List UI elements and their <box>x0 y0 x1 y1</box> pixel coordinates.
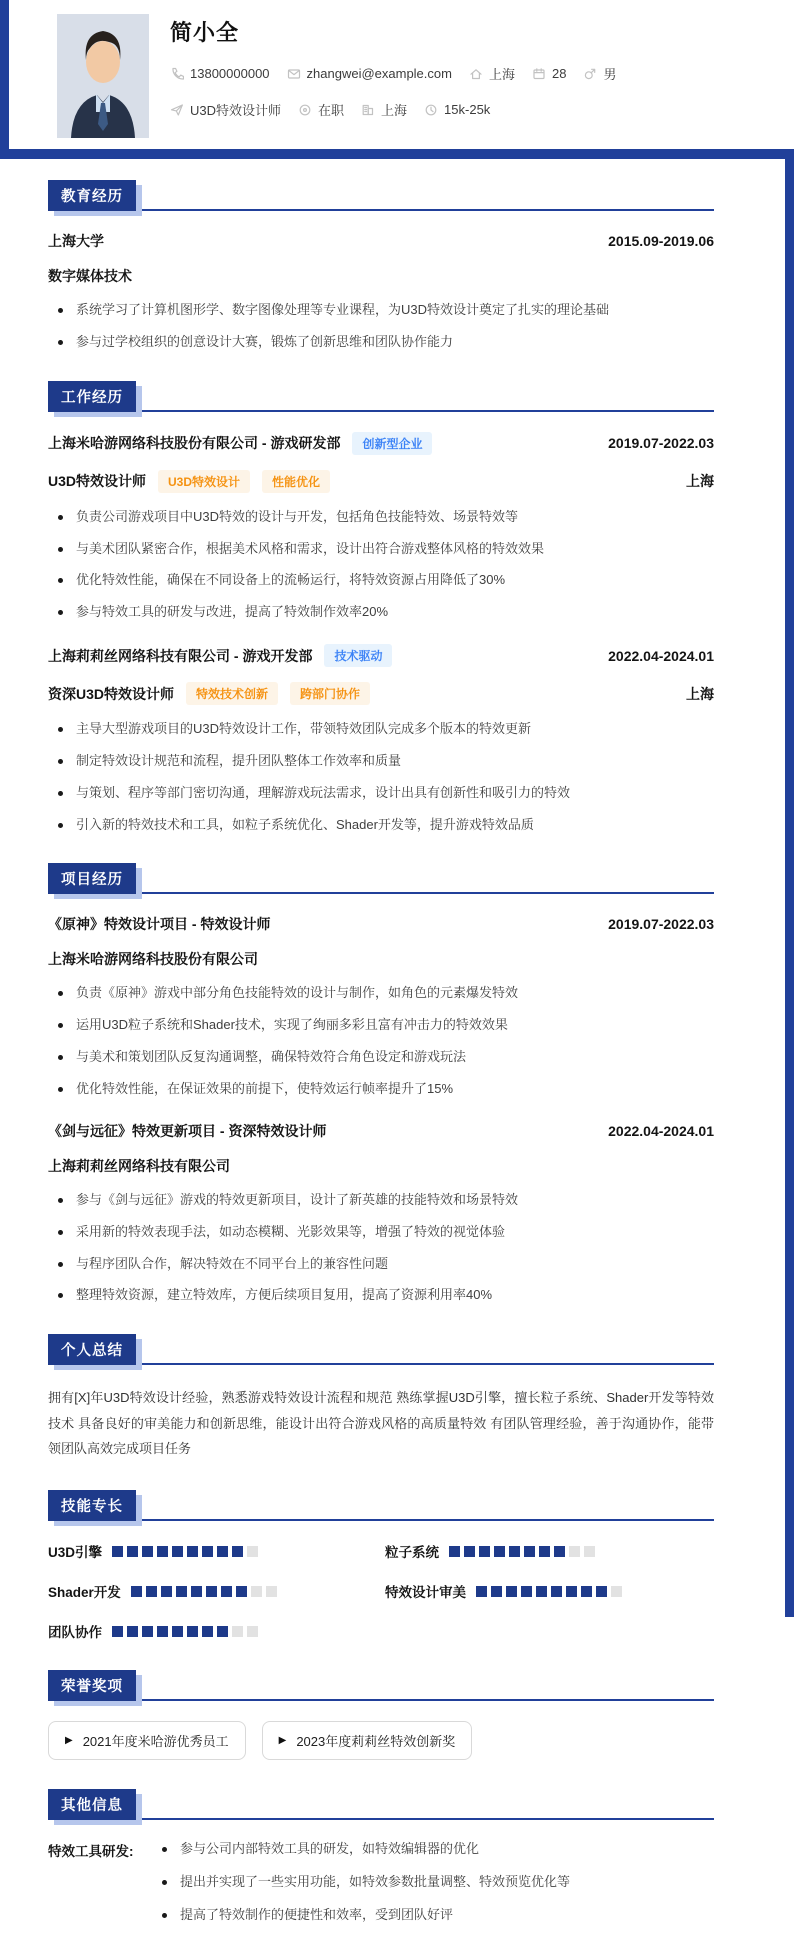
skills-section-header <box>48 1491 714 1521</box>
summary-section-header <box>48 1335 714 1365</box>
skills-grid <box>48 1541 714 1641</box>
mail-icon <box>287 67 301 81</box>
skill-square <box>569 1546 580 1557</box>
bullet-item: 参与《剑与远征》游戏的特效更新项目，设计了新英雄的技能特效和场景特效 <box>48 1191 714 1210</box>
skill-square <box>554 1546 565 1557</box>
work-city-item <box>361 100 407 119</box>
bullet-item: 优化特效性能，确保在不同设备上的流畅运行，将特效资源占用降低了30% <box>48 571 714 590</box>
skill-level-bar <box>476 1586 622 1597</box>
section-work <box>48 382 714 835</box>
honor-pill[interactable] <box>262 1721 473 1760</box>
phone-item <box>170 66 270 81</box>
bullet-item: 采用新的特效表现手法，如动态模糊、光影效果等，增强了特效的视觉体验 <box>48 1223 714 1242</box>
skill-square <box>449 1546 460 1557</box>
bullet-item: 制定特效设计规范和流程，提升团队整体工作效率和质量 <box>48 752 714 771</box>
skill-square <box>581 1586 592 1597</box>
skill-level-bar <box>449 1546 595 1557</box>
skill-label: U3D引擎 <box>48 1545 103 1561</box>
contact-row-1 <box>170 64 754 83</box>
bullet-item: 负责《原神》游戏中部分角色技能特效的设计与制作，如角色的元素爆发特效 <box>48 984 714 1003</box>
skill-square <box>232 1626 243 1637</box>
skill-square <box>536 1586 547 1597</box>
work-bullets <box>48 720 714 834</box>
honor-pill[interactable] <box>48 1721 246 1760</box>
section-projects <box>48 864 714 1305</box>
skill-item <box>48 1621 385 1641</box>
section-summary <box>48 1335 714 1461</box>
projects-section-header <box>48 864 714 894</box>
skill-square <box>551 1586 562 1597</box>
skill-level-bar <box>131 1586 277 1597</box>
skill-square <box>127 1546 138 1557</box>
skill-square <box>146 1586 157 1597</box>
school-name: 上海大学 <box>48 233 104 249</box>
role-tag: U3D特效设计 <box>158 470 250 493</box>
skill-square <box>251 1586 262 1597</box>
skill-square <box>584 1546 595 1557</box>
skill-square <box>161 1586 172 1597</box>
skill-label: 特效设计审美 <box>385 1585 466 1601</box>
skill-square <box>539 1546 550 1557</box>
salary-icon <box>424 103 438 117</box>
target-job-icon <box>170 103 184 117</box>
project-date: 2019.07-2022.03 <box>608 916 714 933</box>
skill-square <box>127 1626 138 1637</box>
skill-square <box>566 1586 577 1597</box>
skill-item <box>48 1581 385 1601</box>
project-company: 上海米哈游网络科技股份有限公司 <box>48 951 258 968</box>
section-skills <box>48 1491 714 1641</box>
gender-icon <box>583 67 597 81</box>
company-tag: 技术驱动 <box>324 644 392 667</box>
project-entry-2 <box>48 1121 714 1305</box>
skill-square <box>202 1546 213 1557</box>
skill-square <box>524 1546 535 1557</box>
target-job-item <box>170 100 281 119</box>
summary-section-title: 个人总结 <box>48 1334 136 1365</box>
resume-header <box>0 0 794 159</box>
contact-row-2 <box>170 100 754 119</box>
education-bullets <box>48 301 714 352</box>
city-icon <box>361 103 375 117</box>
work-city-value: 上海 <box>381 103 408 118</box>
summary-text: 拥有[X]年U3D特效设计经验，熟悉游戏特效设计流程和规范 熟练掌握U3D引擎，擅长粒子系统、Shader开发等特效技术 具备良好的审美能力和创新思维，能设计出符合游戏风格的高质量特效 有团队管理经验，善于沟通协作，能带领团队高效完成项目任务 <box>48 1390 714 1456</box>
section-education <box>48 181 714 352</box>
job-status-value: 在职 <box>318 103 345 118</box>
skill-item <box>385 1581 714 1601</box>
work-location: 上海 <box>686 473 714 490</box>
skill-square <box>176 1586 187 1597</box>
skill-square <box>509 1546 520 1557</box>
skill-square <box>221 1586 232 1597</box>
skill-square <box>187 1626 198 1637</box>
bullet-item: 引入新的特效技术和工具，如粒子系统优化、Shader开发等，提升游戏特效品质 <box>48 816 714 835</box>
play-triangle-icon: ▶ <box>278 1734 287 1746</box>
skill-square <box>506 1586 517 1597</box>
home-icon <box>469 67 483 81</box>
role-name: U3D特效设计师 <box>48 473 147 490</box>
project-name: 《剑与远征》特效更新项目 - 资深特效设计师 <box>48 1122 327 1139</box>
honor-label: 2023年度莉莉丝特效创新奖 <box>296 1734 456 1750</box>
project-entry-1 <box>48 914 714 1098</box>
play-triangle-icon: ▶ <box>65 1734 73 1746</box>
education-section-title: 教育经历 <box>48 180 136 211</box>
other-info-bullets <box>152 1840 714 1939</box>
projects-section-title: 项目经历 <box>48 863 136 894</box>
honors-section-title: 荣誉奖项 <box>48 1670 136 1701</box>
project-name: 《原神》特效设计项目 - 特效设计师 <box>48 916 271 933</box>
skill-item <box>385 1541 714 1561</box>
gender-item <box>583 64 616 83</box>
work-date: 2019.07-2022.03 <box>608 435 714 452</box>
bullet-item: 参与公司内部特效工具的研发，如特效编辑器的优化 <box>152 1840 714 1859</box>
profile-photo <box>57 14 149 138</box>
skill-level-bar <box>112 1546 258 1557</box>
target-job-value: U3D特效设计师 <box>190 103 282 118</box>
candidate-name: 简小全 <box>170 20 240 45</box>
company-tag: 创新型企业 <box>352 432 432 455</box>
work-section-title: 工作经历 <box>48 381 136 412</box>
bullet-item: 运用U3D粒子系统和Shader技术，实现了绚丽多彩且富有冲击力的特效效果 <box>48 1016 714 1035</box>
skill-label: 粒子系统 <box>385 1545 439 1561</box>
work-entry-2 <box>48 644 714 834</box>
job-status-item <box>298 100 344 119</box>
section-other <box>48 1790 714 1939</box>
skill-square <box>131 1586 142 1597</box>
skill-square <box>142 1546 153 1557</box>
bullet-item: 与美术团队紧密合作，根据美术风格和需求，设计出符合游戏整体风格的特效效果 <box>48 540 714 559</box>
honors-section-header <box>48 1671 714 1701</box>
other-section-title: 其他信息 <box>48 1789 136 1820</box>
bullet-item: 与程序团队合作，解决特效在不同平台上的兼容性问题 <box>48 1255 714 1274</box>
bullet-item: 与策划、程序等部门密切沟通，理解游戏玩法需求，设计出具有创新性和吸引力的特效 <box>48 784 714 803</box>
email-item <box>287 66 452 81</box>
education-entry <box>48 231 714 352</box>
role-name: 资深U3D特效设计师 <box>48 685 175 702</box>
skill-square <box>491 1586 502 1597</box>
skill-square <box>112 1546 123 1557</box>
gender-value: 男 <box>603 67 617 82</box>
skill-square <box>112 1626 123 1637</box>
skill-square <box>217 1626 228 1637</box>
age-item <box>532 66 566 81</box>
skill-square <box>494 1546 505 1557</box>
salary-value: 15k-25k <box>444 102 491 117</box>
location-item <box>469 64 515 83</box>
skill-square <box>247 1626 258 1637</box>
skill-square <box>521 1586 532 1597</box>
skill-square <box>217 1546 228 1557</box>
skill-label: 团队协作 <box>48 1625 102 1641</box>
bullet-item: 系统学习了计算机图形学、数字图像处理等专业课程，为U3D特效设计奠定了扎实的理论基础 <box>48 301 714 320</box>
skill-square <box>206 1586 217 1597</box>
project-company: 上海莉莉丝网络科技有限公司 <box>48 1157 230 1174</box>
work-section-header <box>48 382 714 412</box>
bullet-item: 主导大型游戏项目的U3D特效设计工作，带领特效团队完成多个版本的特效更新 <box>48 720 714 739</box>
company-name: 上海莉莉丝网络科技有限公司 - 游戏开发部 <box>48 647 313 664</box>
bullet-item: 提高了特效制作的便捷性和效率，受到团队好评 <box>152 1906 714 1925</box>
skill-square <box>266 1586 277 1597</box>
project-date: 2022.04-2024.01 <box>608 1122 714 1139</box>
education-date: 2015.09-2019.06 <box>608 233 714 249</box>
skill-square <box>172 1546 183 1557</box>
skill-square <box>476 1586 487 1597</box>
skill-square <box>247 1546 258 1557</box>
profile-photo-illustration <box>57 14 149 138</box>
bullet-item: 参与特效工具的研发与改进，提高了特效制作效率20% <box>48 603 714 622</box>
page-right-accent-bar <box>785 159 794 1617</box>
bullet-item: 优化特效性能，在保证效果的前提下，使特效运行帧率提升了15% <box>48 1080 714 1099</box>
education-section-header <box>48 181 714 211</box>
age-icon <box>532 67 546 81</box>
bullet-item: 提出并实现了一些实用功能，如特效参数批量调整、特效预览优化等 <box>152 1873 714 1892</box>
email-value: zhangwei@example.com <box>306 66 452 81</box>
company-name: 上海米哈游网络科技股份有限公司 - 游戏研发部 <box>48 435 341 452</box>
skill-level-bar <box>112 1626 258 1637</box>
skill-square <box>191 1586 202 1597</box>
role-tag: 特效技术创新 <box>186 682 278 705</box>
work-date: 2022.04-2024.01 <box>608 647 714 664</box>
skill-square <box>611 1586 622 1597</box>
skill-square <box>187 1546 198 1557</box>
project-bullets <box>48 1191 714 1305</box>
phone-value: 13800000000 <box>190 66 270 81</box>
bullet-item: 与美术和策划团队反复沟通调整，确保特效符合角色设定和游戏玩法 <box>48 1048 714 1067</box>
role-tag: 跨部门协作 <box>290 682 370 705</box>
honor-label: 2021年度米哈游优秀员工 <box>82 1734 229 1750</box>
bullet-item: 整理特效资源，建立特效库，方便后续项目复用，提高了资源利用率40% <box>48 1286 714 1305</box>
skill-square <box>157 1546 168 1557</box>
location-value: 上海 <box>488 67 515 82</box>
skill-item <box>48 1541 385 1561</box>
skill-square <box>172 1626 183 1637</box>
work-bullets <box>48 508 714 622</box>
salary-item <box>424 102 490 117</box>
other-info-row <box>48 1840 714 1939</box>
resume-body <box>0 159 794 1939</box>
skills-section-title: 技能专长 <box>48 1490 136 1521</box>
skill-label: Shader开发 <box>48 1585 121 1601</box>
bullet-item: 参与过学校组织的创意设计大赛，锻炼了创新思维和团队协作能力 <box>48 333 714 352</box>
other-section-header <box>48 1790 714 1820</box>
age-value: 28 <box>551 66 567 81</box>
role-tag: 性能优化 <box>262 470 330 493</box>
section-honors <box>48 1671 714 1760</box>
skill-square <box>464 1546 475 1557</box>
skill-square <box>479 1546 490 1557</box>
skill-square <box>596 1586 607 1597</box>
skill-square <box>142 1626 153 1637</box>
skill-square <box>202 1626 213 1637</box>
phone-icon <box>170 67 184 81</box>
work-location: 上海 <box>686 685 714 702</box>
other-info-label: 特效工具研发: <box>48 1844 134 1860</box>
header-info <box>170 16 754 119</box>
bullet-item: 负责公司游戏项目中U3D特效的设计与开发，包括角色技能特效、场景特效等 <box>48 508 714 527</box>
skill-square <box>232 1546 243 1557</box>
status-icon <box>298 103 312 117</box>
skill-square <box>157 1626 168 1637</box>
project-bullets <box>48 984 714 1098</box>
major-name: 数字媒体技术 <box>48 268 132 284</box>
honors-row <box>48 1721 714 1760</box>
work-entry-1 <box>48 432 714 622</box>
skill-square <box>236 1586 247 1597</box>
